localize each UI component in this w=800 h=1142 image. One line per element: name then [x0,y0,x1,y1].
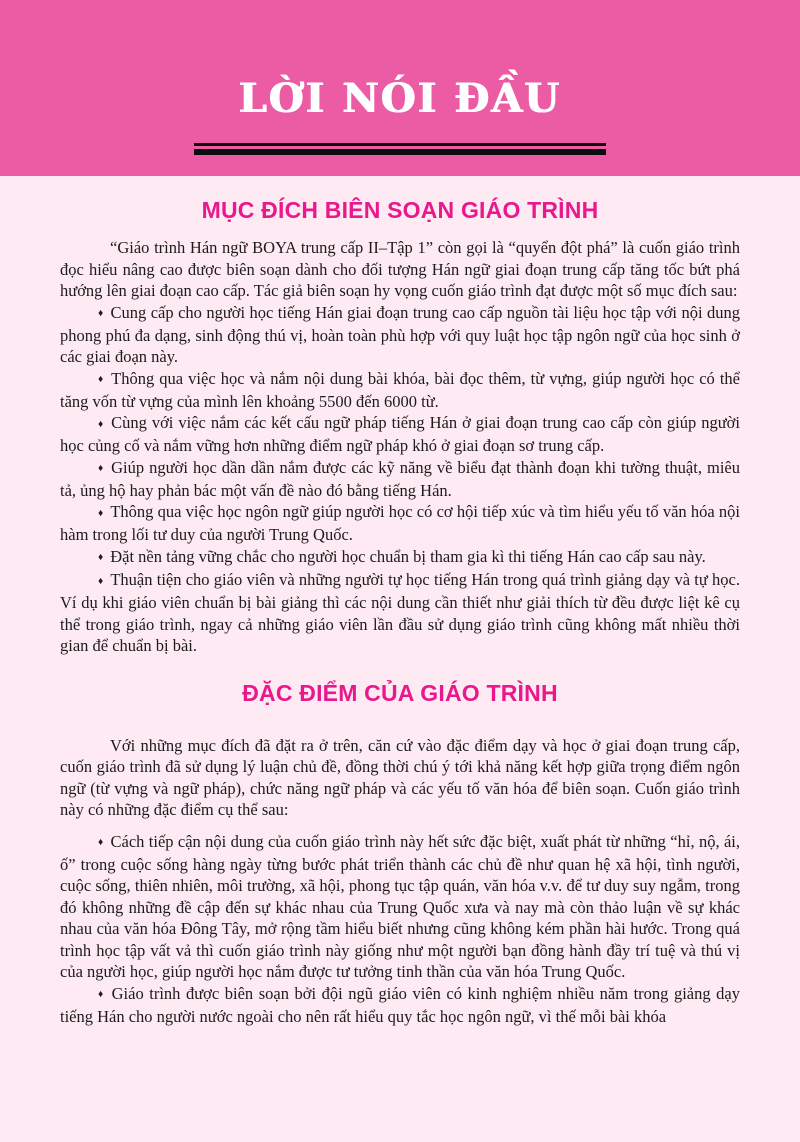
section-features-intro: Với những mục đích đã đặt ra ở trên, căn cứ vào đặc điểm dạy và học ở giai đoạn trung cấp, cuốn giáo trình đã sử dụng lý luận chủ đề, đồng thời chú ý tới khả năng kết hợp giữa trọng điểm ngôn ngữ (từ vựng và ngữ pháp), chức năng ngữ pháp và các yếu tố văn hóa để biên soạn. Cuốn giáo trình này có những đặc điểm cụ thể sau: [60,735,740,820]
section-features [60,680,740,1028]
diamond-bullet-icon: ♦ [98,463,105,475]
page-header-band [0,0,800,176]
diamond-bullet-icon: ♦ [98,552,104,564]
bullet-item [60,501,740,546]
section-purpose-heading: MỤC ĐÍCH BIÊN SOẠN GIÁO TRÌNH [201,197,599,223]
bullet-item [60,569,740,657]
bullet-item [60,831,740,983]
bullet-item [60,368,740,413]
diamond-bullet-icon: ♦ [98,374,105,386]
bullet-text: Giáo trình được biên soạn bởi đội ngũ giáo viên có kinh nghiệm nhiều năm trong giảng dạy tiếng Hán cho người nước ngoài cho nên rất hiểu quy tắc học ngôn ngữ, vì thế mỗi bài khóa [60,983,740,1026]
diamond-bullet-icon: ♦ [98,989,105,1001]
double-rule [194,143,606,155]
bullet-text: Đặt nền tảng vững chắc cho người học chuẩn bị tham gia kì thi tiếng Hán cao cấp sau này. [110,546,706,566]
diamond-bullet-icon: ♦ [98,418,105,430]
section-purpose-intro: “Giáo trình Hán ngữ BOYA trung cấp II–Tập 1” còn gọi là “quyển đột phá” là cuốn giáo trình đọc hiểu nâng cao được biên soạn dành cho đối tượng Hán ngữ giai đoạn trung cấp tăng tốc bứt phá hướng lên giai đoạn cao cấp. Tác giả biên soạn hy vọng cuốn giáo trình đạt được một số mục đích sau: [60,238,740,300]
bullet-text: Giúp người học dần dần nắm được các kỹ năng về biểu đạt thành đoạn khi tường thuật, miêu tả, ủng hộ hay phản bác một vấn đề nào đó bằng tiếng Hán. [60,457,740,500]
bullet-text: Thông qua việc học và nắm nội dung bài khóa, bài đọc thêm, từ vựng, giúp người học có thể tăng vốn từ vựng của mình lên khoảng 5500 đến 6000 từ. [60,368,740,411]
diamond-bullet-icon: ♦ [98,837,104,849]
bullet-item [60,302,740,368]
page-content [0,197,800,1027]
section-features-heading: ĐẶC ĐIỂM CỦA GIÁO TRÌNH [242,679,558,706]
section-purpose [60,197,740,657]
bullet-text: Cung cấp cho người học tiếng Hán giai đoạn trung cao cấp nguồn tài liệu học tập với nội dung phong phú đa dạng, sinh động thú vị, hoàn toàn phù hợp với quy luật học tập ngôn ngữ của học sinh ở các giai đoạn này. [60,302,740,367]
bullet-text: Cách tiếp cận nội dung của cuốn giáo trình này hết sức đặc biệt, xuất phát từ những “hỉ, nộ, ái, ố” trong cuộc sống hàng ngày từng bước phát triển thành các chủ đề như quan hệ xã hội, tình người, cuộc sống, thiên nhiên, môi trường, xã hội, phong tục tập quán, văn hóa v.v. để tư duy suy ngẫm, trong đó không những đề cập đến sự khác nhau của Trung Quốc xưa và nay mà còn thảo luận về sự khác nhau của văn hóa Đông Tây, mở rộng tầm hiểu biết nhưng cũng không kém phần hài hước. Trong quá trình học tập vất vả thì cuốn giáo trình này giống như một người bạn đồng hành đầy trí tuệ và thú vị của người học, giúp người học nắm được tư tưởng tinh thần của văn hóa Trung Quốc. [60,831,741,982]
bullet-text: Cùng với việc nắm các kết cấu ngữ pháp tiếng Hán ở giai đoạn trung cao cấp còn giúp người học củng cố và nắm vững hơn những điểm ngữ pháp khó ở giai đoạn sơ trung cấp. [60,413,740,456]
bullet-item [60,457,740,502]
diamond-bullet-icon: ♦ [98,308,104,320]
bullet-item [60,983,740,1028]
diamond-bullet-icon: ♦ [98,575,104,587]
page-title: LỜI NÓI ĐẦU [238,75,562,122]
bullet-item [60,412,740,457]
bullet-text: Thuận tiện cho giáo viên và những người tự học tiếng Hán trong quá trình giảng dạy và tự học. Ví dụ khi giáo viên chuẩn bị bài giảng thì các nội dung cần thiết như giải thích từ đều được liệt kê cụ thể trong giáo trình, ngay cả những giáo viên lần đầu sử dụng giáo trình cũng không mất nhiều thời gian để chuẩn bị bài. [60,569,740,656]
rule-thick-line [194,149,606,155]
bullet-item [60,546,740,569]
diamond-bullet-icon: ♦ [98,507,104,519]
bullet-text: Thông qua việc học ngôn ngữ giúp người học có cơ hội tiếp xúc và tìm hiểu yếu tố văn hóa nội hàm trong lối tư duy của người Trung Quốc. [60,502,740,545]
